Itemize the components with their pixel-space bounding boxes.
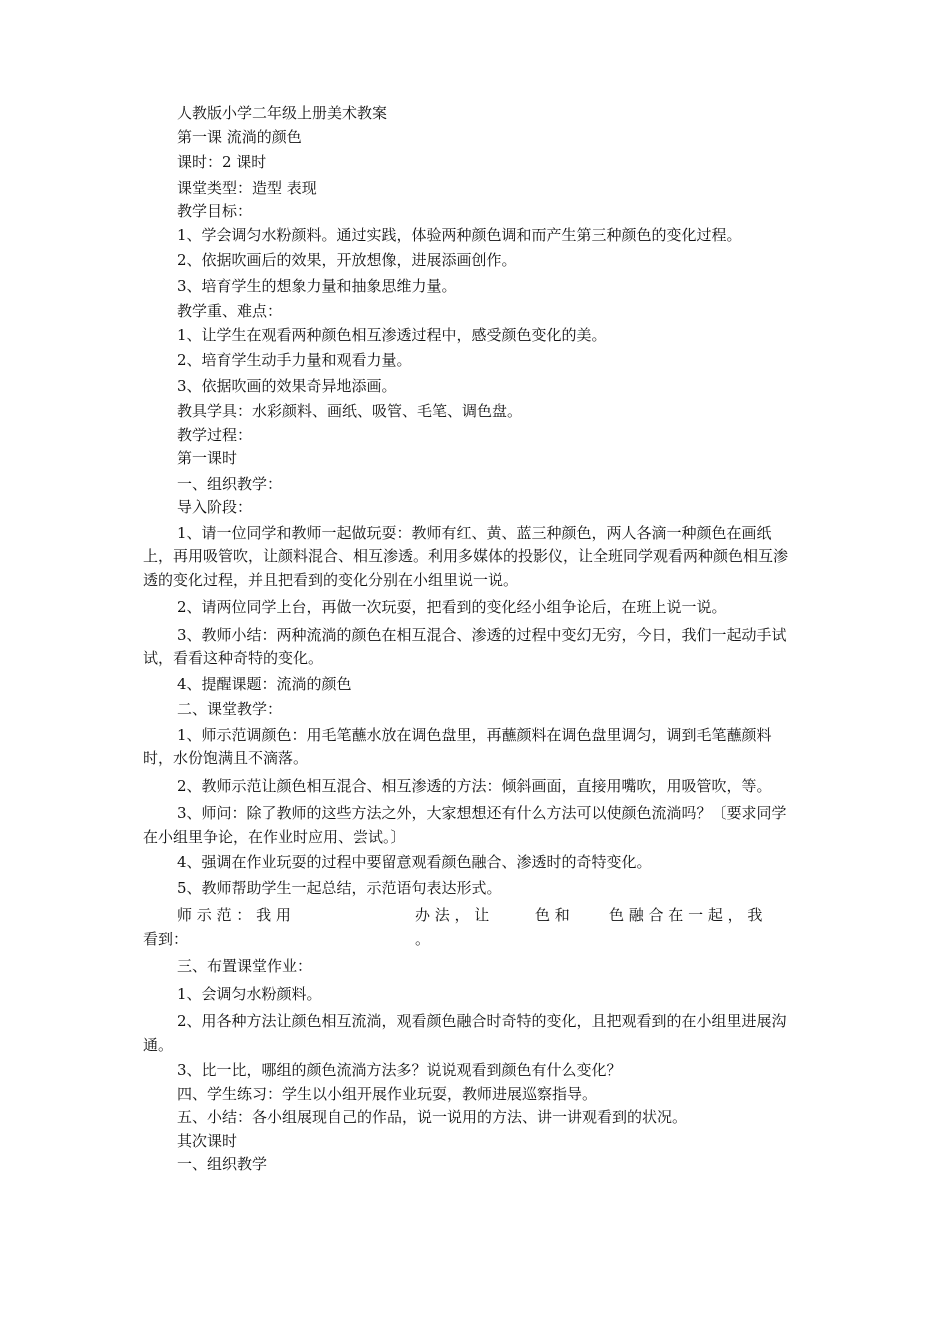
period-one-heading: 第一课时 bbox=[177, 449, 238, 467]
goal-item: 3、培育学生的想象力量和抽象思维力量。 bbox=[177, 276, 457, 295]
fill-in-sentence-row bbox=[143, 904, 799, 928]
goals-heading: 教学目标： bbox=[177, 202, 253, 220]
section-summary: 五、小结：各小组展现自己的作品，说一说用的方法、讲一讲观看到的状况。 bbox=[177, 1108, 688, 1126]
teach-item: 4、强调在作业玩耍的过程中要留意观看颜色融合、渗透时的奇特变化。 bbox=[177, 853, 652, 871]
goal-item: 2、依据吹画后的效果，开放想像，进展添画创作。 bbox=[177, 251, 517, 269]
section-homework: 三、布置课堂作业： bbox=[177, 957, 313, 975]
key-point-item: 3、依据吹画的效果奇异地添画。 bbox=[177, 376, 397, 395]
fill-sentence-part: 色 融 合 在 一 起 ， 我 bbox=[609, 906, 763, 924]
intro-heading: 导入阶段： bbox=[177, 498, 253, 516]
fill-in-sentence-row bbox=[143, 928, 799, 952]
key-point-item: 1、让学生在观看两种颜色相互渗透过程中，感受颜色变化的美。 bbox=[177, 325, 607, 344]
teach-item: 2、教师示范让颜色相互混合、相互渗透的方法：倾斜画面，直接用嘴吹，用吸管吹，等。 bbox=[177, 776, 772, 795]
teach-item: 1、师示范调颜色：用毛笔蘸水放在调色盘里，再蘸颜料在调色盘里调匀，调到毛笔蘸颜料时，水份饱满且不滴落。 bbox=[143, 725, 772, 767]
teach-item: 3、师问：除了教师的这些方法之外，大家想想还有什么方法可以使颜色流淌吗？〔要求同学在小组里争论，在作业时应用、尝试。〕 bbox=[143, 804, 787, 846]
process-heading: 教学过程： bbox=[177, 425, 253, 444]
section-organize: 一、组织教学： bbox=[177, 474, 283, 493]
homework-item: 3、比一比，哪组的颜色流淌方法多？说说观看到颜色有什么变化？ bbox=[177, 1061, 622, 1079]
homework-item: 2、用各种方法让颜色相互流淌，观看颜色融合时奇特的变化，且把观看到的在小组里进展沟通。 bbox=[143, 1012, 787, 1054]
fill-sentence-part: 看到： bbox=[143, 929, 189, 948]
document-body bbox=[143, 102, 799, 1177]
key-points-heading: 教学重、难点： bbox=[177, 302, 283, 320]
intro-item: 2、请两位同学上台，再做一次玩耍，把看到的变化经小组争论后，在班上说一说。 bbox=[177, 598, 727, 616]
intro-item: 3、教师小结：两种流淌的颜色在相互混合、渗透的过程中变幻无穷，今日，我们一起动手试试，看看这种奇特的变化。 bbox=[143, 625, 787, 667]
materials: 教具学具：水彩颜料、画纸、吸管、毛笔、调色盘。 bbox=[177, 402, 523, 420]
homework-item: 1、会调匀水粉颜料。 bbox=[177, 984, 322, 1003]
fill-sentence-part: 。 bbox=[415, 929, 431, 948]
fill-sentence-part: 办 法 ， 让 bbox=[415, 906, 490, 924]
period-two-heading: 其次课时 bbox=[177, 1131, 238, 1150]
lesson-hours: 课时：2 课时 bbox=[177, 153, 267, 171]
fill-sentence-part: 色 和 bbox=[535, 906, 570, 924]
lesson-title: 第一课 流淌的颜色 bbox=[177, 127, 302, 146]
section-organize-2: 一、组织教学 bbox=[177, 1155, 268, 1173]
document-title: 人教版小学二年级上册美术教案 bbox=[177, 104, 388, 122]
fill-sentence-part: 师 示 范 ： 我 用 bbox=[177, 906, 291, 924]
teach-item: 5、教师帮助学生一起总结，示范语句表达形式。 bbox=[177, 878, 502, 897]
lesson-type: 课堂类型：造型 表现 bbox=[177, 178, 317, 197]
intro-item: 1、请一位同学和教师一起做玩耍：教师有红、黄、蓝三种颜色，两人各滴一种颜色在画纸上，再用吸管吹，让颜料混合、相互渗透。利用多媒体的投影仪，让全班同学观看两种颜色相互渗透的变化过程，并且把看到的变化分别在小组里说一说。 bbox=[143, 523, 789, 589]
intro-item: 4、提醒课题：流淌的颜色 bbox=[177, 674, 352, 693]
section-classroom-teaching: 二、课堂教学： bbox=[177, 700, 283, 718]
goal-item: 1、学会调匀水粉颜料。通过实践，体验两种颜色调和而产生第三种颜色的变化过程。 bbox=[177, 225, 742, 244]
section-practice: 四、学生练习：学生以小组开展作业玩耍，教师进展巡察指导。 bbox=[177, 1084, 598, 1103]
key-point-item: 2、培育学生动手力量和观看力量。 bbox=[177, 351, 412, 369]
